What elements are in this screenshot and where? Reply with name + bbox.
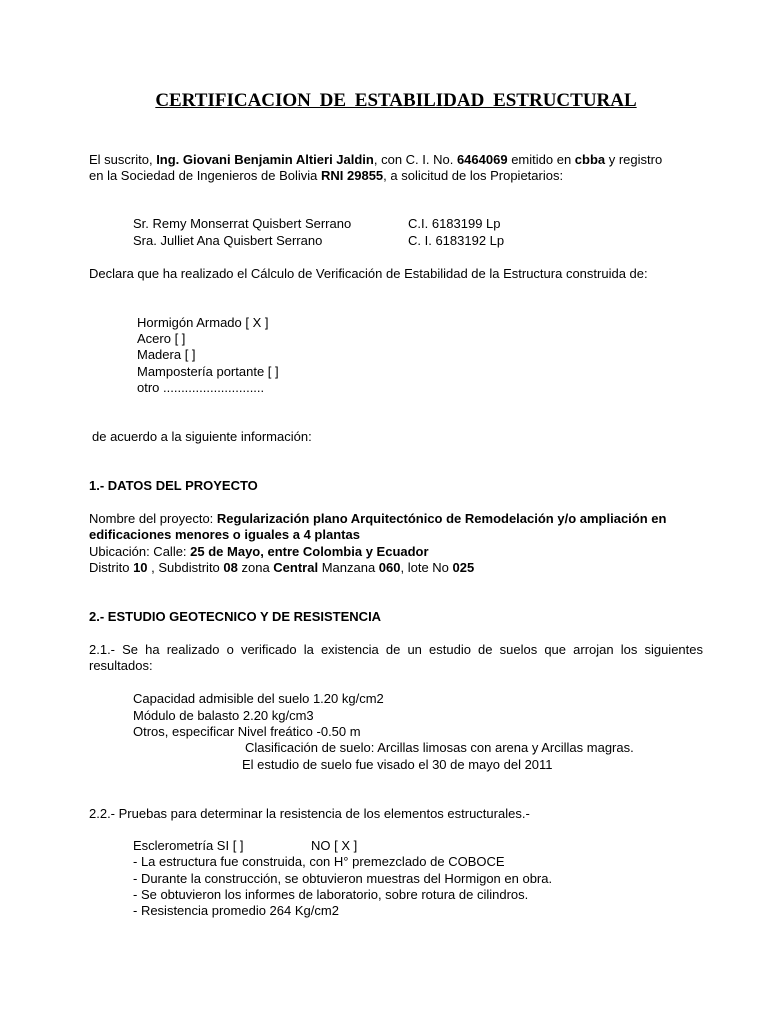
material-item: Acero [ ]	[137, 331, 186, 346]
soil-study-approval: El estudio de suelo fue visado el 30 de mayo del 2011	[242, 757, 553, 772]
owner-ci: C.I. 6183199 Lp	[408, 216, 501, 231]
section-1-heading: 1.- DATOS DEL PROYECTO	[89, 478, 258, 493]
owner-row	[133, 216, 733, 232]
material-item: otro ............................	[137, 380, 265, 395]
engineer-name: Ing. Giovani Benjamin Altieri Jaldin	[156, 152, 374, 167]
district-value: 10	[133, 560, 148, 575]
test-bullet: - La estructura fue construida, con H° premezclado de COBOCE	[133, 854, 505, 869]
document-title: CERTIFICACION DE ESTABILIDAD ESTRUCTURAL	[155, 90, 637, 111]
water-table: Otros, especificar Nivel freático -0.50 m	[133, 724, 361, 739]
engineer-ci: 6464069	[456, 152, 508, 167]
intro-line-1: El suscrito, Ing. Giovani Benjamin Altieri Jaldin, con C. I. No. 6464069 emitido en cbba y registro	[89, 152, 663, 167]
test-bullet: - Resistencia promedio 264 Kg/cm2	[133, 903, 339, 918]
project-name-line-1: Nombre del proyecto: Regularización plano Arquitectónico de Remodelación y/o ampliación en	[89, 511, 667, 526]
district-line: Distrito 10 , Subdistrito 08 zona Central Manzana 060, lote No 025	[89, 560, 475, 575]
soil-study-text-line-2: resultados:	[89, 658, 153, 673]
material-item: Madera [ ]	[137, 347, 196, 362]
zone-value: Central	[273, 560, 319, 575]
project-name: Regularización plano Arquitectónico de Remodelación y/o ampliación en	[216, 511, 667, 526]
block-value: 060	[378, 560, 401, 575]
issued-city: cbba	[574, 152, 606, 167]
location-value: 25 de Mayo, entre Colombia y Ecuador	[190, 544, 429, 559]
project-name-line-2: edificaciones menores o iguales a 4 plantas	[89, 527, 360, 542]
subgrade-modulus: Módulo de balasto 2.20 kg/cm3	[133, 708, 314, 723]
lot-value: 025	[452, 560, 475, 575]
subdistrict-value: 08	[223, 560, 238, 575]
declaration-text: Declara que ha realizado el Cálculo de Verificación de Estabilidad de la Estructura construida de:	[89, 266, 648, 281]
sclerometry-line	[133, 838, 633, 854]
soil-study-text-line-1: 2.1.- Se ha realizado o verificado la existencia de un estudio de suelos que arrojan los siguientes	[89, 642, 703, 657]
soil-classification: Clasificación de suelo: Arcillas limosas con arena y Arcillas magras.	[245, 740, 634, 755]
location-line: Ubicación: Calle: 25 de Mayo, entre Colombia y Ecuador	[89, 544, 429, 559]
owner-name: Sr. Remy Monserrat Quisbert Serrano	[133, 216, 352, 231]
rni-number: RNI 29855	[321, 168, 384, 183]
tests-heading: 2.2.- Pruebas para determinar la resistencia de los elementos estructurales.-	[89, 806, 530, 821]
test-bullet: - Se obtuvieron los informes de laboratorio, sobre rotura de cilindros.	[133, 887, 529, 902]
intro-line-2: en la Sociedad de Ingenieros de Bolivia RNI 29855, a solicitud de los Propietarios:	[89, 168, 564, 183]
owner-ci: C. I. 6183192 Lp	[408, 233, 505, 248]
sclerometry-si: Esclerometría SI [ ]	[133, 838, 244, 853]
sclerometry-no: NO [ X ]	[311, 838, 358, 853]
section-2-heading: 2.- ESTUDIO GEOTECNICO Y DE RESISTENCIA	[89, 609, 382, 624]
owner-row	[133, 233, 733, 249]
material-item: Hormigón Armado [ X ]	[137, 315, 269, 330]
owner-name: Sra. Julliet Ana Quisbert Serrano	[133, 233, 323, 248]
soil-capacity: Capacidad admisible del suelo 1.20 kg/cm2	[133, 691, 384, 706]
test-bullet: - Durante la construcción, se obtuvieron muestras del Hormigon en obra.	[133, 871, 553, 886]
material-item: Mampostería portante [ ]	[137, 364, 279, 379]
according-text: de acuerdo a la siguiente información:	[92, 429, 312, 444]
